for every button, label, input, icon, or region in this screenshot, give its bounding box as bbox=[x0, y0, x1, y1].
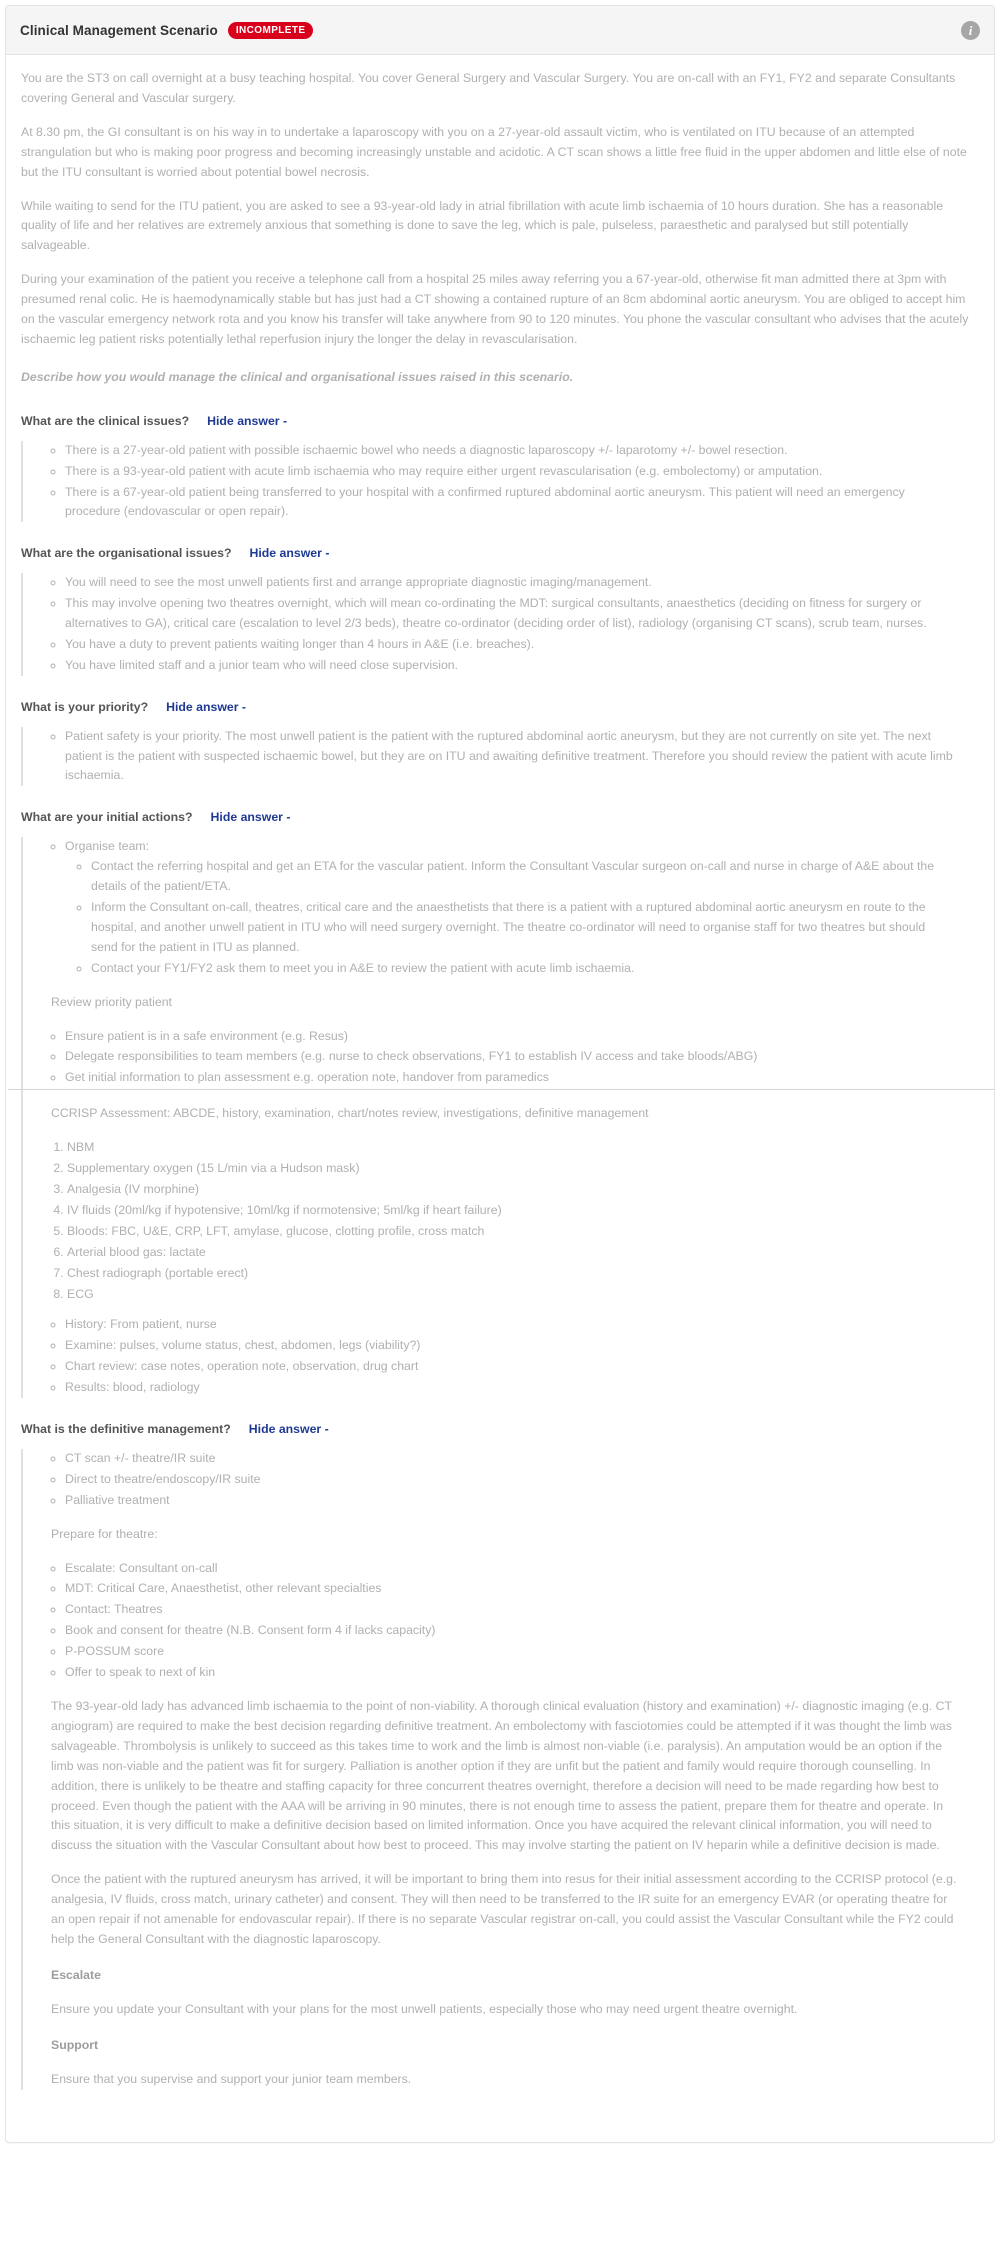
list-item: 4. IV fluids (20ml/kg if hypotensive; 10ml/kg if normotensive; 5ml/kg if heart failure) bbox=[67, 1201, 979, 1221]
qa-block-priority bbox=[21, 698, 979, 787]
list-item: ◦ You have a duty to prevent patients waiting longer than 4 hours in A&E (i.e. breaches). bbox=[65, 635, 979, 655]
list-item: ◦ Direct to theatre/endoscopy/IR suite bbox=[65, 1470, 979, 1490]
list-item: ◦ Offer to speak to next of kin bbox=[65, 1663, 979, 1683]
answer-list bbox=[23, 727, 979, 787]
qa-head bbox=[21, 544, 979, 564]
question-label: What are the clinical issues? bbox=[21, 413, 190, 428]
answer-list bbox=[23, 573, 979, 676]
question-label: What is your priority? bbox=[21, 699, 149, 714]
list-item: ◦ History: From patient, nurse bbox=[65, 1315, 979, 1335]
organise-team-label: Organise team: bbox=[65, 839, 150, 854]
status-badge: INCOMPLETE bbox=[228, 22, 314, 39]
list-item: ◦ Delegate responsibilities to team members (e.g. nurse to check observations, FY1 to establish IV access and take bloods/ABG) bbox=[65, 1047, 979, 1067]
question-label: What are your initial actions? bbox=[21, 810, 193, 825]
answer-body bbox=[21, 441, 979, 523]
hide-answer-toggle[interactable]: Hide answer - bbox=[166, 699, 247, 714]
list-item: 8. ECG bbox=[67, 1285, 979, 1305]
answer-body bbox=[21, 573, 979, 676]
list-item: ◦ Book and consent for theatre (N.B. Consent form 4 if lacks capacity) bbox=[65, 1621, 979, 1641]
list-item: ◦ Palliative treatment bbox=[65, 1491, 979, 1511]
scenario-card bbox=[5, 5, 995, 2143]
list-item: 5. Bloods: FBC, U&E, CRP, LFT, amylase, glucose, clotting profile, cross match bbox=[67, 1222, 979, 1242]
hide-answer-toggle[interactable]: Hide answer - bbox=[210, 810, 291, 825]
escalate-label: Escalate bbox=[51, 1967, 101, 1982]
list-item: ◦ There is a 67-year-old patient being transferred to your hospital with a confirmed ruptured abdominal aortic aneurysm. This patient will need an emergency procedure (endovascular or open repair). bbox=[65, 483, 979, 523]
card-header bbox=[6, 6, 994, 55]
list-item: ◦ Examine: pulses, volume status, chest, abdomen, legs (viability?) bbox=[65, 1336, 979, 1356]
scenario-paragraph: During your examination of the patient you receive a telephone call from a hospital 25 miles away referring you a 67-year-old, otherwise fit man admitted there at 3pm with presumed renal colic. He is haemodynamically stable but has just had a CT showing a contained rupture of an 8cm abdominal aortic aneurysm. You are obliged to accept him on the vascular emergency network rota and you know his transfer will take anywhere from 90 to 120 minutes. You phone the vascular consultant who advises that the acutely ischaemic leg patient risks potentially lethal reperfusion injury the longer the delay in revascularisation. bbox=[21, 272, 969, 346]
list-item: ◦ CT scan +/- theatre/IR suite bbox=[65, 1449, 979, 1469]
page-title: Clinical Management Scenario bbox=[20, 22, 218, 38]
list-item: ◦ There is a 93-year-old patient with acute limb ischaemia who may require either urgent revascularisation (e.g. embolectomy) or amputation. bbox=[65, 462, 979, 482]
list-item: ◦ Patient safety is your priority. The most unwell patient is the patient with the ruptured abdominal aortic aneurysm, but they are not currently on site yet. The next patient is the patient with suspected ischaemic bowel, but they are on ITU and awaiting definitive treatment. Therefore you should review the patient with acute limb ischaemia. bbox=[65, 727, 979, 787]
list-item: ◦ You have limited staff and a junior team who will need close supervision. bbox=[65, 656, 979, 676]
hide-answer-toggle[interactable]: Hide answer - bbox=[249, 546, 330, 561]
escalate-text: Ensure you update your Consultant with your plans for the most unwell patients, especially those who may need urgent theatre overnight. bbox=[51, 2001, 798, 2016]
list-item: ◦ Contact: Theatres bbox=[65, 1600, 979, 1620]
list-item: 3. Analgesia (IV morphine) bbox=[67, 1180, 979, 1200]
list-item: ◦ This may involve opening two theatres overnight, which will mean co-ordinating the MDT: surgical consultants, anaesthetics (deciding on fitness for surgery or alternatives to GA), critical care (escalation to level 2/3 beds), theatre co-ordinator (deciding order of list), radiology (organising CT scans), scrub team, nurses. bbox=[65, 594, 979, 634]
prepare-theatre-label: Prepare for theatre: bbox=[51, 1526, 158, 1541]
list-item: 2. Supplementary oxygen (15 L/min via a Hudson mask) bbox=[67, 1159, 979, 1179]
scenario-paragraph: At 8.30 pm, the GI consultant is on his way in to undertake a laparoscopy with you on a 27-year-old assault victim, who is ventilated on ITU because of an attempted strangulation but who is making poor progress and becoming increasingly unstable and acidotic. A CT scan shows a little free fluid in the upper abdomen and little else of note but the ITU consultant is worried about potential bowel necrosis. bbox=[21, 124, 967, 179]
answer-body bbox=[21, 837, 979, 1398]
list-item: ◦ Contact the referring hospital and get an ETA for the vascular patient. Inform the Consultant Vascular surgeon on-call and nurse in charge of A&E about the details of the patient/ETA. bbox=[91, 857, 961, 897]
qa-head bbox=[21, 698, 979, 718]
list-item: ◦ Contact your FY1/FY2 ask them to meet you in A&E to review the patient with acute limb ischaemia. bbox=[91, 959, 961, 979]
list-item: ◦ Escalate: Consultant on-call bbox=[65, 1559, 979, 1579]
list-item: 1. NBM bbox=[67, 1138, 979, 1158]
qa-head bbox=[21, 808, 979, 828]
answer-body bbox=[21, 727, 979, 787]
answer-list bbox=[23, 1315, 979, 1398]
list-item: ◦ Results: blood, radiology bbox=[65, 1378, 979, 1398]
qa-block-organisational-issues bbox=[21, 544, 979, 675]
qa-block-initial-actions bbox=[21, 808, 979, 1398]
list-item bbox=[65, 837, 979, 978]
list-item: 6. Arterial blood gas: lactate bbox=[67, 1243, 979, 1263]
qa-head bbox=[21, 1420, 979, 1440]
support-label: Support bbox=[51, 2037, 99, 2052]
footer-spacer bbox=[21, 2112, 979, 2126]
qa-block-definitive-management bbox=[21, 1420, 979, 2089]
question-label: What are the organisational issues? bbox=[21, 546, 232, 561]
scenario-prompt: Describe how you would manage the clinical and organisational issues raised in this scenario. bbox=[21, 369, 574, 384]
answer-list bbox=[23, 1027, 979, 1089]
list-item: ◦ P-POSSUM score bbox=[65, 1642, 979, 1662]
scenario-paragraph: You are the ST3 on call overnight at a busy teaching hospital. You cover General Surgery and Vascular Surgery. You are on-call with an FY1, FY2 and separate Consultants covering General and Vascular surgery. bbox=[21, 71, 956, 105]
scenario-paragraph: While waiting to send for the ITU patient, you are asked to see a 93-year-old lady in atrial fibrillation with acute limb ischaemia of 10 hours duration. She has a reasonable quality of life and her relatives are extremely anxious that something is done to save the leg, which is pale, pulseless, paraesthetic and paralysed but still potentially salvageable. bbox=[21, 198, 944, 253]
answer-list bbox=[23, 441, 979, 523]
qa-block-clinical-issues bbox=[21, 412, 979, 523]
answer-body bbox=[21, 1449, 979, 2090]
definitive-paragraph: The 93-year-old lady has advanced limb ischaemia to the point of non-viability. A thorough clinical evaluation (history and examination) +/- diagnostic imaging (e.g. CT angiogram) are required to make the best decision regarding definitive treatment. An embolectomy with fasciotomies could be attempted if it was thought the limb was salvageable. Thrombolysis is unlikely to succeed as this takes time to work and the limb is almost non-viable (i.e. paralysis). An amputation would be an option if the limb was non-viable and the patient was fit for surgery. Palliation is another option if they are unfit but the patient and family would require thorough counselling. In addition, there is unlikely to be theatre and staffing capacity for three concurrent theatres overnight, therefore a decision will need to be made regarding how best to proceed. Even though the patient with the AAA will be arriving in 90 minutes, there is not enough time to assess the patient, prepare them for theatre and operate. In this situation, it is very difficult to make a definitive decision based on limited information. Once you have acquired the relevant clinical information, you will need to discuss the situation with the Vascular Consultant about how best to proceed. This may involve starting the patient on IV heparin while a definitive decision is made. bbox=[51, 1699, 952, 1853]
ccrisp-label: CCRISP Assessment: ABCDE, history, examination, chart/notes review, investigations, definitive management bbox=[51, 1106, 649, 1121]
support-text: Ensure that you supervise and support your junior team members. bbox=[51, 2071, 412, 2086]
answer-list bbox=[23, 837, 979, 978]
list-item: 7. Chest radiograph (portable erect) bbox=[67, 1264, 979, 1284]
list-item: ◦ Ensure patient is in a safe environment (e.g. Resus) bbox=[65, 1027, 979, 1047]
nested-list bbox=[65, 857, 961, 978]
list-item: ◦ There is a 27-year-old patient with possible ischaemic bowel who needs a diagnostic laparoscopy +/- laparotomy +/- bowel resection. bbox=[65, 441, 979, 461]
answer-list bbox=[23, 1559, 979, 1683]
list-item: ◦ MDT: Critical Care, Anaesthetist, other relevant specialties bbox=[65, 1579, 979, 1599]
list-item: ◦ You will need to see the most unwell patients first and arrange appropriate diagnostic imaging/management. bbox=[65, 573, 979, 593]
list-item: ◦ Inform the Consultant on-call, theatres, critical care and the anaesthetists that there is a patient with a ruptured abdominal aortic aneurysm en route to the hospital, and another unwell patient in ITU who will need surgery overnight. The theatre co-ordinator will need to organise staff for two theatres but should send for the patient in ITU as planned. bbox=[91, 898, 961, 958]
info-icon[interactable]: i bbox=[961, 21, 980, 40]
review-priority-label: Review priority patient bbox=[51, 994, 172, 1009]
qa-head bbox=[21, 412, 979, 432]
page-seam bbox=[8, 1089, 994, 1090]
answer-list bbox=[23, 1449, 979, 1511]
list-item: ◦ Chart review: case notes, operation note, observation, drug chart bbox=[65, 1357, 979, 1377]
answer-ordered-list bbox=[23, 1138, 979, 1304]
question-label: What is the definitive management? bbox=[21, 1422, 231, 1437]
list-item: ◦ Get initial information to plan assessment e.g. operation note, handover from paramedics bbox=[65, 1068, 979, 1088]
hide-answer-toggle[interactable]: Hide answer - bbox=[207, 413, 288, 428]
hide-answer-toggle[interactable]: Hide answer - bbox=[248, 1422, 329, 1437]
card-body bbox=[6, 55, 994, 2142]
definitive-paragraph: Once the patient with the ruptured aneurysm has arrived, it will be important to bring them into resus for their initial assessment according to the CCRISP protocol (e.g. analgesia, IV fluids, cross match, urinary catheter) and consent. They will then need to be transferred to the IR suite for an emergency EVAR (or operating theatre for an open repair if not amenable for endovascular repair). If there is no separate Vascular registrar on-call, you could assist the Vascular Consultant while the FY2 could help the General Consultant with the diagnostic laparoscopy. bbox=[51, 1872, 957, 1946]
